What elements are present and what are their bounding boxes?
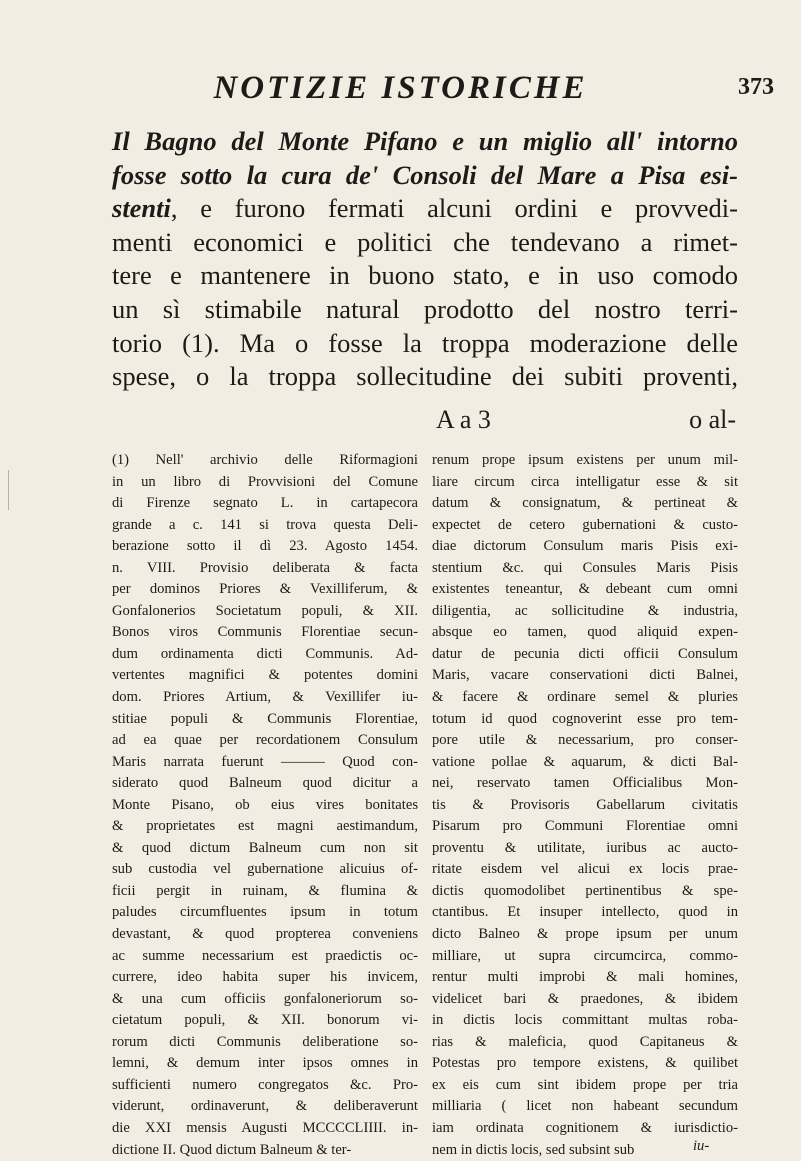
footnote-left-line: devastant, & quod propterea conveniens: [112, 924, 418, 946]
footnote-left-line: ad ea quae per recordationem Consulum: [112, 730, 418, 752]
footnote-left-line: (1) Nell' archivio delle Riformagioni: [112, 450, 418, 472]
signature-mark: A a 3: [436, 405, 491, 435]
footnote-left-line: Monte Pisano, ob eius vires bonitates: [112, 795, 418, 817]
main-text-line: tere e mantenere in buono stato, e in uso comodo: [112, 259, 738, 293]
footnote-left-line: vertentes magnifici & potentes domini: [112, 665, 418, 687]
main-text-line: torio (1). Ma o fosse la troppa moderazione delle: [112, 327, 738, 361]
footnote-left-line: & una cum officiis gonfaloneriorum so-: [112, 989, 418, 1011]
footnote-left-line: in un libro di Provvisioni del Comune: [112, 472, 418, 494]
footnote-right-line: milliaria ( licet non habeant secundum: [432, 1096, 738, 1118]
footnote-right-line: dictis quomodolibet pertinentibus & spe-: [432, 881, 738, 903]
footnote-left-line: dictione II. Quod dictum Balneum & ter-: [112, 1140, 418, 1161]
footnote-right-line: milliare, ut supra circumcirca, commo-: [432, 946, 738, 968]
footnote-left-line: stitiae populi & Communis Florentiae,: [112, 709, 418, 731]
running-title: NOTIZIE ISTORICHE: [0, 70, 801, 107]
main-text-line: fosse sotto la cura de' Consoli del Mare a Pisa esi-: [112, 159, 738, 193]
footnote-right-column: [432, 450, 738, 1161]
footnote-left-line: die XXI mensis Augusti MCCCCLIIII. in-: [112, 1118, 418, 1140]
footnote-left-line: dom. Priores Artium, & Vexillifer iu-: [112, 687, 418, 709]
footnote-left-line: Gonfalonerios Societatum populi, & XII.: [112, 601, 418, 623]
footnote-right-line: diligentia, ac sollicitudine & industria,: [432, 601, 738, 623]
footnote-right-line: in dictis locis committant multas roba-: [432, 1010, 738, 1032]
footnote-right-line: existentes teneantur, & debeant cum omni: [432, 579, 738, 601]
footnote-catchword: iu-: [693, 1138, 709, 1155]
footnote-right-line: totum id quod cognoverint esse pro tem-: [432, 709, 738, 731]
footnote-right-line: liare circum circa intelligatur esse & sit: [432, 472, 738, 494]
footnote-right-line: stentium &c. qui Consules Maris Pisis: [432, 558, 738, 580]
footnote-left-line: ficii pergit in ruinam, & flumina &: [112, 881, 418, 903]
footnote-right-line: expectet de cetero gubernationi & custo-: [432, 515, 738, 537]
main-text-line: stenti, e furono fermati alcuni ordini e provvedi-: [112, 192, 738, 226]
footnote-left-line: Bonos viros Communis Florentiae secun-: [112, 622, 418, 644]
footnote-left-line: currere, ideo habita super his invicem,: [112, 967, 418, 989]
footnote-right-line: nem in dictis locis, sed subsint sub: [432, 1140, 738, 1161]
footnote-right-line: tis & Provisoris Gabellarum civitatis: [432, 795, 738, 817]
footnote-right-line: & facere & ordinare semel & pluries: [432, 687, 738, 709]
footnote-left-line: per dominos Priores & Vexilliferum, &: [112, 579, 418, 601]
footnote-right-line: Potestas pro tempore existens, & quilibet: [432, 1053, 738, 1075]
main-catchword: o al-: [689, 405, 736, 435]
footnote-left-line: grande a c. 141 si trova questa Deli-: [112, 515, 418, 537]
main-text-line: Il Bagno del Monte Pifano e un miglio all' intorno: [112, 125, 738, 159]
footnote-right-line: ex eis cum sint ibidem prope per tria: [432, 1075, 738, 1097]
footnote-left-line: lemni, & demum inter ipsos omnes in: [112, 1053, 418, 1075]
footnote-left-line: dum ordinamenta dicti Communis. Ad-: [112, 644, 418, 666]
main-text-line: spese, o la troppa sollecitudine dei subiti proventi,: [112, 360, 738, 394]
footnote-left-line: viderunt, ordinaverunt, & deliberaverunt: [112, 1096, 418, 1118]
footnote-right-line: rias & maleficia, quod Capitaneus &: [432, 1032, 738, 1054]
footnote-right-line: rentur multi improbi & mali homines,: [432, 967, 738, 989]
footnote-right-line: dicto Balneo & prope ipsum per unum: [432, 924, 738, 946]
footnote-left-line: berazione sotto il dì 23. Agosto 1454.: [112, 536, 418, 558]
footnote-left-line: sub custodia vel gubernatione alicuius of-: [112, 859, 418, 881]
footnote-right-line: diae dictorum Consulum maris Pisis exi-: [432, 536, 738, 558]
footnote-left-line: paludes circumfluentes ipsum in totum: [112, 902, 418, 924]
footnote-left-line: cietatum populi, & XII. bonorum vi-: [112, 1010, 418, 1032]
page-number: 373: [738, 74, 774, 101]
footnote-right-line: datur de pecunia dicti officii Consulum: [432, 644, 738, 666]
footnote-right-line: proventu & utilitate, iuribus ac aucto-: [432, 838, 738, 860]
footnote-left-line: rorum dicti Communis deliberatione so-: [112, 1032, 418, 1054]
main-text-line: un sì stimabile natural prodotto del nostro terri-: [112, 293, 738, 327]
footnote-left-line: n. VIII. Provisio deliberata & facta: [112, 558, 418, 580]
main-text-block: [112, 125, 738, 394]
footnote-right-line: Maris, vacare conservationi dicti Balnei,: [432, 665, 738, 687]
footnote-right-line: Pisarum pro Communi Florentiae omni: [432, 816, 738, 838]
page-fold-mark: [8, 470, 15, 510]
footnote-right-line: renum prope ipsum existens per unum mil-: [432, 450, 738, 472]
main-text-line: menti economici e politici che tendevano a rimet-: [112, 226, 738, 260]
footnote-left-column: [112, 450, 418, 1161]
footnote-left-line: & quod dictum Balneum cum non sit: [112, 838, 418, 860]
footnote-left-line: sufficienti numero congregatos &c. Pro-: [112, 1075, 418, 1097]
footnote-right-line: vatione pollae & aquarum, & dicti Bal-: [432, 752, 738, 774]
footnote-left-line: ac summe necessarium est praedictis oc-: [112, 946, 418, 968]
footnote-right-line: pore utile & necessarium, pro conser-: [432, 730, 738, 752]
footnote-right-line: datum & consignatum, & pertineat &: [432, 493, 738, 515]
footnote-right-line: nei, reservato tamen Officialibus Mon-: [432, 773, 738, 795]
footnote-right-line: iam ordinata cognitionem & iurisdictio-: [432, 1118, 738, 1140]
footnote-right-line: absque eo tamen, quod aliquid expen-: [432, 622, 738, 644]
footnote-right-line: ritate eisdem vel alicui ex locis prae-: [432, 859, 738, 881]
footnote-left-line: Maris narrata fuerunt ——— Quod con-: [112, 752, 418, 774]
footnote-left-line: & proprietates est magni aestimandum,: [112, 816, 418, 838]
footnote-left-line: siderato quod Balneum quod dicitur a: [112, 773, 418, 795]
footnote-left-line: di Firenze segnato L. in cartapecora: [112, 493, 418, 515]
footnote-right-line: ctantibus. Et insuper intellecto, quod in: [432, 902, 738, 924]
footnote-right-line: videlicet bari & praedones, & ibidem: [432, 989, 738, 1011]
